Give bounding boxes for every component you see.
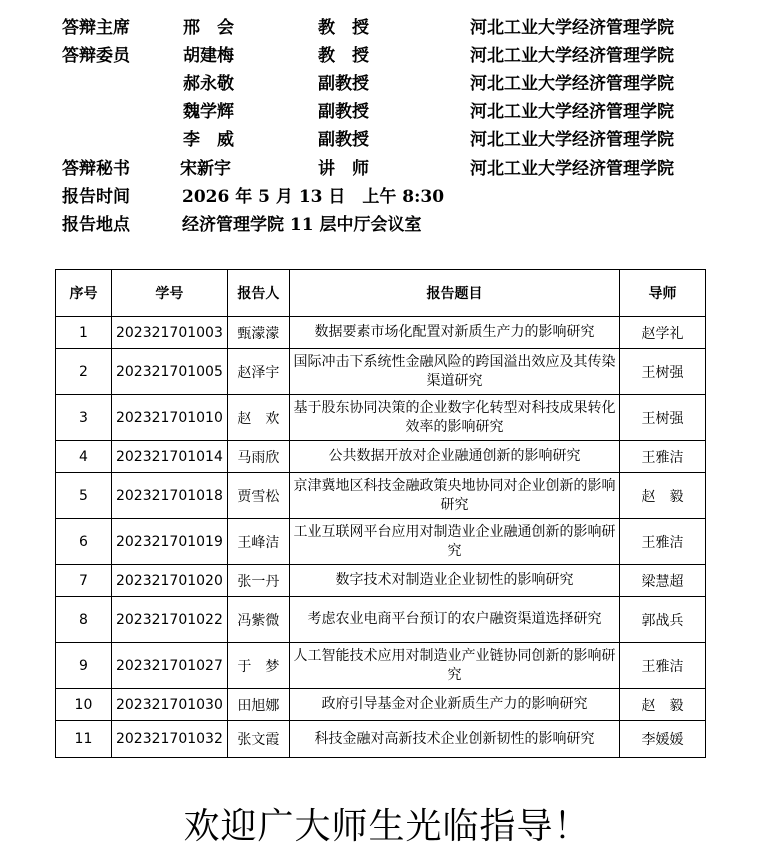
cell-no: 9 <box>56 643 112 689</box>
table-row <box>56 349 706 395</box>
cell-title: 政府引导基金对企业新质生产力的影响研究 <box>289 689 619 721</box>
cell-no: 8 <box>56 597 112 643</box>
cell-no: 10 <box>56 689 112 721</box>
table-row <box>56 473 706 519</box>
secretary-org: 河北工业大学经济管理学院 <box>470 159 674 179</box>
cell-reporter: 于 梦 <box>227 643 289 689</box>
cell-title: 人工智能技术应用对制造业产业链协同创新的影响研究 <box>289 643 619 689</box>
cell-id: 202321701019 <box>111 519 227 565</box>
cell-title: 国际冲击下系统性金融风险的跨国溢出效应及其传染渠道研究 <box>289 349 619 395</box>
cell-advisor: 王雅洁 <box>620 519 706 565</box>
chair-org: 河北工业大学经济管理学院 <box>470 18 674 38</box>
table-header-row <box>56 270 706 317</box>
welcome-footer: 欢迎广大师生光临指导！ <box>183 806 591 847</box>
header-reporter: 报告人 <box>227 270 289 317</box>
cell-reporter: 甄濛濛 <box>227 317 289 349</box>
cell-no: 5 <box>56 473 112 519</box>
cell-advisor: 王树强 <box>620 349 706 395</box>
table-row <box>56 317 706 349</box>
cell-title: 数据要素市场化配置对新质生产力的影响研究 <box>289 317 619 349</box>
cell-id: 202321701003 <box>111 317 227 349</box>
cell-title: 京津冀地区科技金融政策央地协同对企业创新的影响研究 <box>289 473 619 519</box>
cell-advisor: 李媛媛 <box>620 721 706 758</box>
cell-title: 基于股东协同决策的企业数字化转型对科技成果转化效率的影响研究 <box>289 395 619 441</box>
member-rank: 副教授 <box>318 102 369 122</box>
member-org: 河北工业大学经济管理学院 <box>470 46 674 66</box>
cell-reporter: 赵泽宇 <box>227 349 289 395</box>
cell-title: 数字技术对制造业企业韧性的影响研究 <box>289 565 619 597</box>
cell-reporter: 张一丹 <box>227 565 289 597</box>
cell-reporter: 赵 欢 <box>227 395 289 441</box>
cell-reporter: 马雨欣 <box>227 441 289 473</box>
place-label: 报告地点 <box>62 215 130 235</box>
table-row <box>56 441 706 473</box>
cell-no: 2 <box>56 349 112 395</box>
cell-advisor: 王雅洁 <box>620 643 706 689</box>
table-row <box>56 643 706 689</box>
chair-name: 邢 会 <box>183 18 234 38</box>
cell-id: 202321701005 <box>111 349 227 395</box>
cell-advisor: 赵 毅 <box>620 689 706 721</box>
header-advisor: 导师 <box>620 270 706 317</box>
member-name: 胡建梅 <box>183 46 234 66</box>
header-title: 报告题目 <box>289 270 619 317</box>
cell-no: 3 <box>56 395 112 441</box>
cell-id: 202321701027 <box>111 643 227 689</box>
member-name: 郝永敬 <box>183 74 234 94</box>
cell-reporter: 王峰洁 <box>227 519 289 565</box>
cell-id: 202321701032 <box>111 721 227 758</box>
cell-id: 202321701014 <box>111 441 227 473</box>
header-id: 学号 <box>111 270 227 317</box>
cell-advisor: 赵学礼 <box>620 317 706 349</box>
time-label: 报告时间 <box>62 187 130 207</box>
secretary-label: 答辩秘书 <box>62 159 130 179</box>
cell-reporter: 田旭娜 <box>227 689 289 721</box>
time-value: 2026 年 5 月 13 日 上午 8:30 <box>182 187 445 207</box>
cell-reporter: 冯紫微 <box>227 597 289 643</box>
cell-title: 工业互联网平台应用对制造业企业融通创新的影响研究 <box>289 519 619 565</box>
chair-label: 答辩主席 <box>62 18 130 38</box>
cell-advisor: 梁慧超 <box>620 565 706 597</box>
cell-id: 202321701020 <box>111 565 227 597</box>
cell-no: 11 <box>56 721 112 758</box>
cell-advisor: 王雅洁 <box>620 441 706 473</box>
header-no: 序号 <box>56 270 112 317</box>
cell-no: 6 <box>56 519 112 565</box>
cell-advisor: 赵 毅 <box>620 473 706 519</box>
cell-title: 考虑农业电商平台预订的农户融资渠道选择研究 <box>289 597 619 643</box>
cell-no: 1 <box>56 317 112 349</box>
table-row <box>56 597 706 643</box>
secretary-rank: 讲 师 <box>318 159 369 179</box>
table-row <box>56 395 706 441</box>
table-row <box>56 721 706 758</box>
cell-no: 7 <box>56 565 112 597</box>
cell-id: 202321701022 <box>111 597 227 643</box>
place-value: 经济管理学院 11 层中厅会议室 <box>182 215 422 235</box>
cell-title: 公共数据开放对企业融通创新的影响研究 <box>289 441 619 473</box>
cell-no: 4 <box>56 441 112 473</box>
cell-advisor: 郭战兵 <box>620 597 706 643</box>
cell-id: 202321701030 <box>111 689 227 721</box>
table-row <box>56 689 706 721</box>
schedule-table <box>55 269 706 758</box>
cell-reporter: 张文霞 <box>227 721 289 758</box>
members-label: 答辩委员 <box>62 46 130 66</box>
cell-id: 202321701010 <box>111 395 227 441</box>
cell-reporter: 贾雪松 <box>227 473 289 519</box>
member-rank: 副教授 <box>318 74 369 94</box>
cell-id: 202321701018 <box>111 473 227 519</box>
cell-title: 科技金融对高新技术企业创新韧性的影响研究 <box>289 721 619 758</box>
member-rank: 副教授 <box>318 130 369 150</box>
member-name: 李 威 <box>183 130 234 150</box>
member-org: 河北工业大学经济管理学院 <box>470 102 674 122</box>
member-rank: 教 授 <box>318 46 369 66</box>
chair-rank: 教 授 <box>318 18 369 38</box>
member-name: 魏学辉 <box>183 102 234 122</box>
member-org: 河北工业大学经济管理学院 <box>470 130 674 150</box>
cell-advisor: 王树强 <box>620 395 706 441</box>
table-row <box>56 565 706 597</box>
table-row <box>56 519 706 565</box>
secretary-name: 宋新宇 <box>180 159 231 179</box>
member-org: 河北工业大学经济管理学院 <box>470 74 674 94</box>
